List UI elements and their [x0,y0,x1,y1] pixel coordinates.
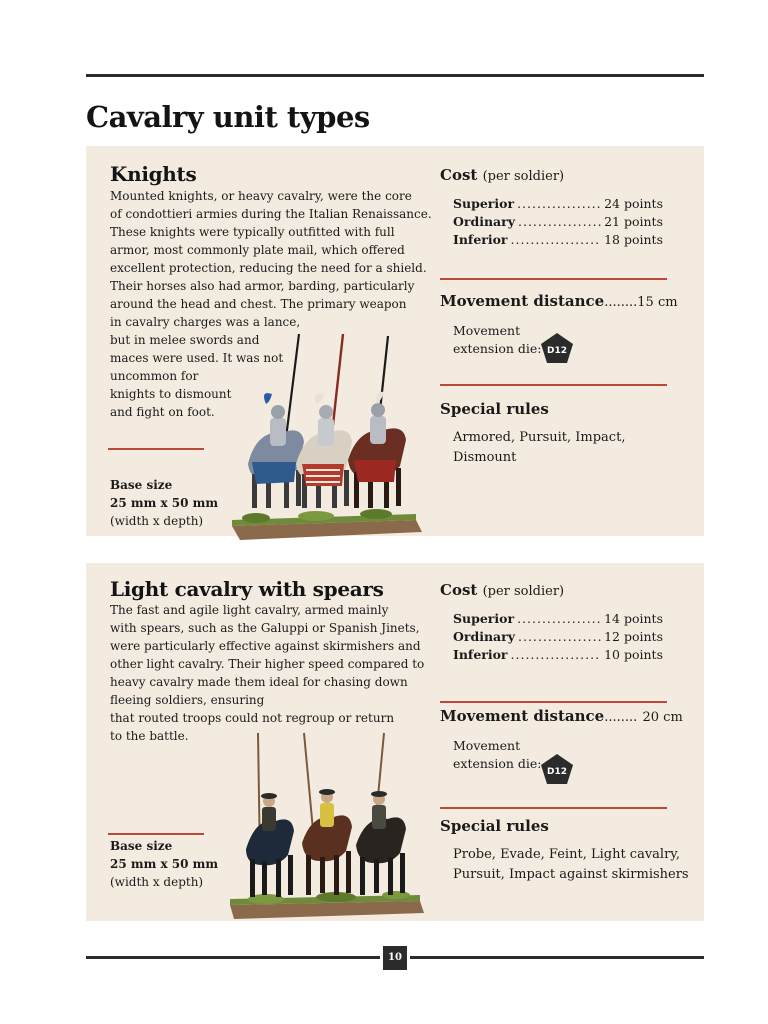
movement-heading: Movement distance........ 20 cm [440,707,683,725]
unit-stats [440,563,690,921]
svg-text:D12: D12 [547,767,567,777]
d12-die-icon [540,753,574,785]
cost-row-superior: Superior ..... 14 points [453,611,663,626]
divider [108,833,204,835]
unit-name: Knights [110,162,197,186]
cost-row-ordinary: Ordinary ..... 21 points [453,214,663,229]
cost-heading: Cost (per soldier) [440,166,565,184]
movement-extension-label: Movement extension die: [453,323,542,356]
special-rules-heading: Special rules [440,817,549,835]
unit-card-light-cavalry [86,563,704,921]
divider [440,278,667,280]
top-rule [86,74,704,77]
cost-row-ordinary: Ordinary ..... 12 points [453,629,663,644]
footer-rule [86,956,380,959]
movement-extension-label: Movement extension die: [453,738,542,771]
divider [440,701,667,703]
d12-die-icon [540,332,574,364]
cost-row-superior: Superior ..... 24 points [453,196,663,211]
divider [440,384,667,386]
page-number: 10 [383,946,407,970]
knights-miniatures-image [226,334,426,544]
base-size: Base size 25 mm x 50 mm (width x depth) [110,839,219,889]
cost-row-inferior: Inferior ..... 10 points [453,647,663,662]
unit-name: Light cavalry with spears [110,577,384,601]
light-cavalry-miniatures-image [226,731,426,923]
cost-heading: Cost (per soldier) [440,581,565,599]
cost-row-inferior: Inferior ..... 18 points [453,232,663,247]
special-rules-text: Probe, Evade, Feint, Light cavalry, Pursuit, Impact against skirmishers [453,847,689,882]
movement-heading: Movement distance........15 cm [440,292,678,310]
divider [108,448,204,450]
unit-description: Mounted knights, or heavy cavalry, were the core of condottieri armies during the Italian Renaissance. These knights were typically outfitted with full armor, most commonly plate mail, which offered excellent protection, reducing the need for a shield. Their horses also had armor, barding, particularly around the head and chest. The primary weapon in cavalry charges was a lance, but in melee swords and maces were used. It was not uncommon for knights to dismount and fight on foot. [110,189,432,419]
footer-rule [410,956,704,959]
base-size: Base size 25 mm x 50 mm (width x depth) [110,478,219,528]
special-rules-heading: Special rules [440,400,549,418]
unit-stats [440,146,690,536]
divider [440,807,667,809]
unit-card-knights [86,146,704,536]
svg-text:D12: D12 [547,346,567,356]
unit-description: The fast and agile light cavalry, armed mainly with spears, such as the Galuppi or Spanish Jinets, were particularly effective against skirmishers and other light cavalry. Their higher speed compared to heavy cavalry made them ideal for chasing down fleeing soldiers, ensuring that routed troops could not regroup or return to the battle. [110,603,425,743]
special-rules-text: Armored, Pursuit, Impact, Dismount [453,430,626,465]
page-title: Cavalry unit types [86,100,370,134]
